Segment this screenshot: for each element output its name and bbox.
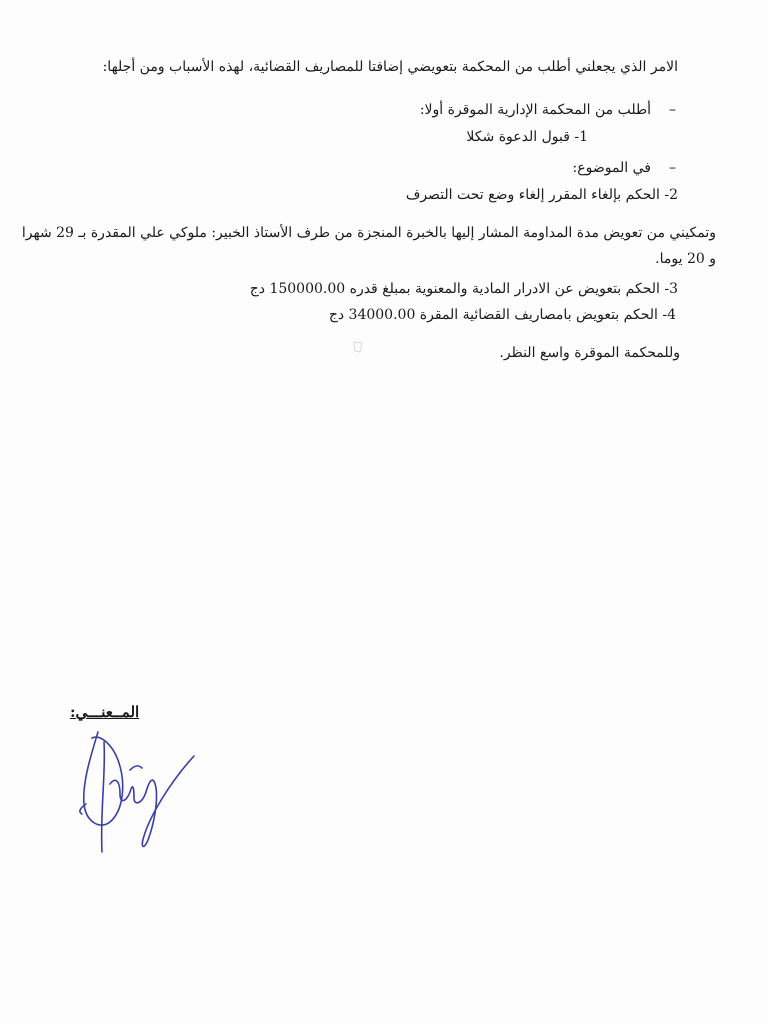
paragraph-request-intro: الامر الذي يجعلني أطلب من المحكمة بتعويضي إضافتا للمصاريف القضائية، لهذه الأسباب ومن أجلها: [102,59,678,75]
list-item-damages-compensation: 3- الحكم بتعويض عن الادرار المادية والمعنوية بمبلغ قدره 150000.00 دج [249,281,678,297]
list-item-text: أطلب من المحكمة الإدارية الموقرة أولا: [419,102,651,118]
scan-mark-icon [352,340,364,354]
list-item-court-costs: 4- الحكم بتعويض بامصاريف القضائية المقرة 34000.00 دج [328,307,676,323]
list-dash: – [669,160,676,176]
list-item-cancel-decision: 2- الحكم بإلغاء المقرر إلغاء وضع تحت التصرف [405,187,678,203]
handwritten-signature-icon [70,712,210,862]
signatory-label: المــعنـــي: [70,703,140,721]
list-dash: – [669,102,676,118]
closing-statement: وللمحكمة الموقرة واسع النظر. [499,345,680,361]
list-item-request-admin-court [420,100,676,120]
list-item-accept-form: 1- قبول الدعوة شكلا [466,129,588,145]
list-item-text: في الموضوع: [572,160,651,176]
list-item-in-substance [573,158,676,178]
paragraph-compensation-period: وتمكيني من تعويض مدة المداومة المشار إليها بالخبرة المنجزة من طرف الأستاذ الخبير: ملوكي علي المقدرة بـ 29 شهرا و 20 يوما. [21,225,716,267]
